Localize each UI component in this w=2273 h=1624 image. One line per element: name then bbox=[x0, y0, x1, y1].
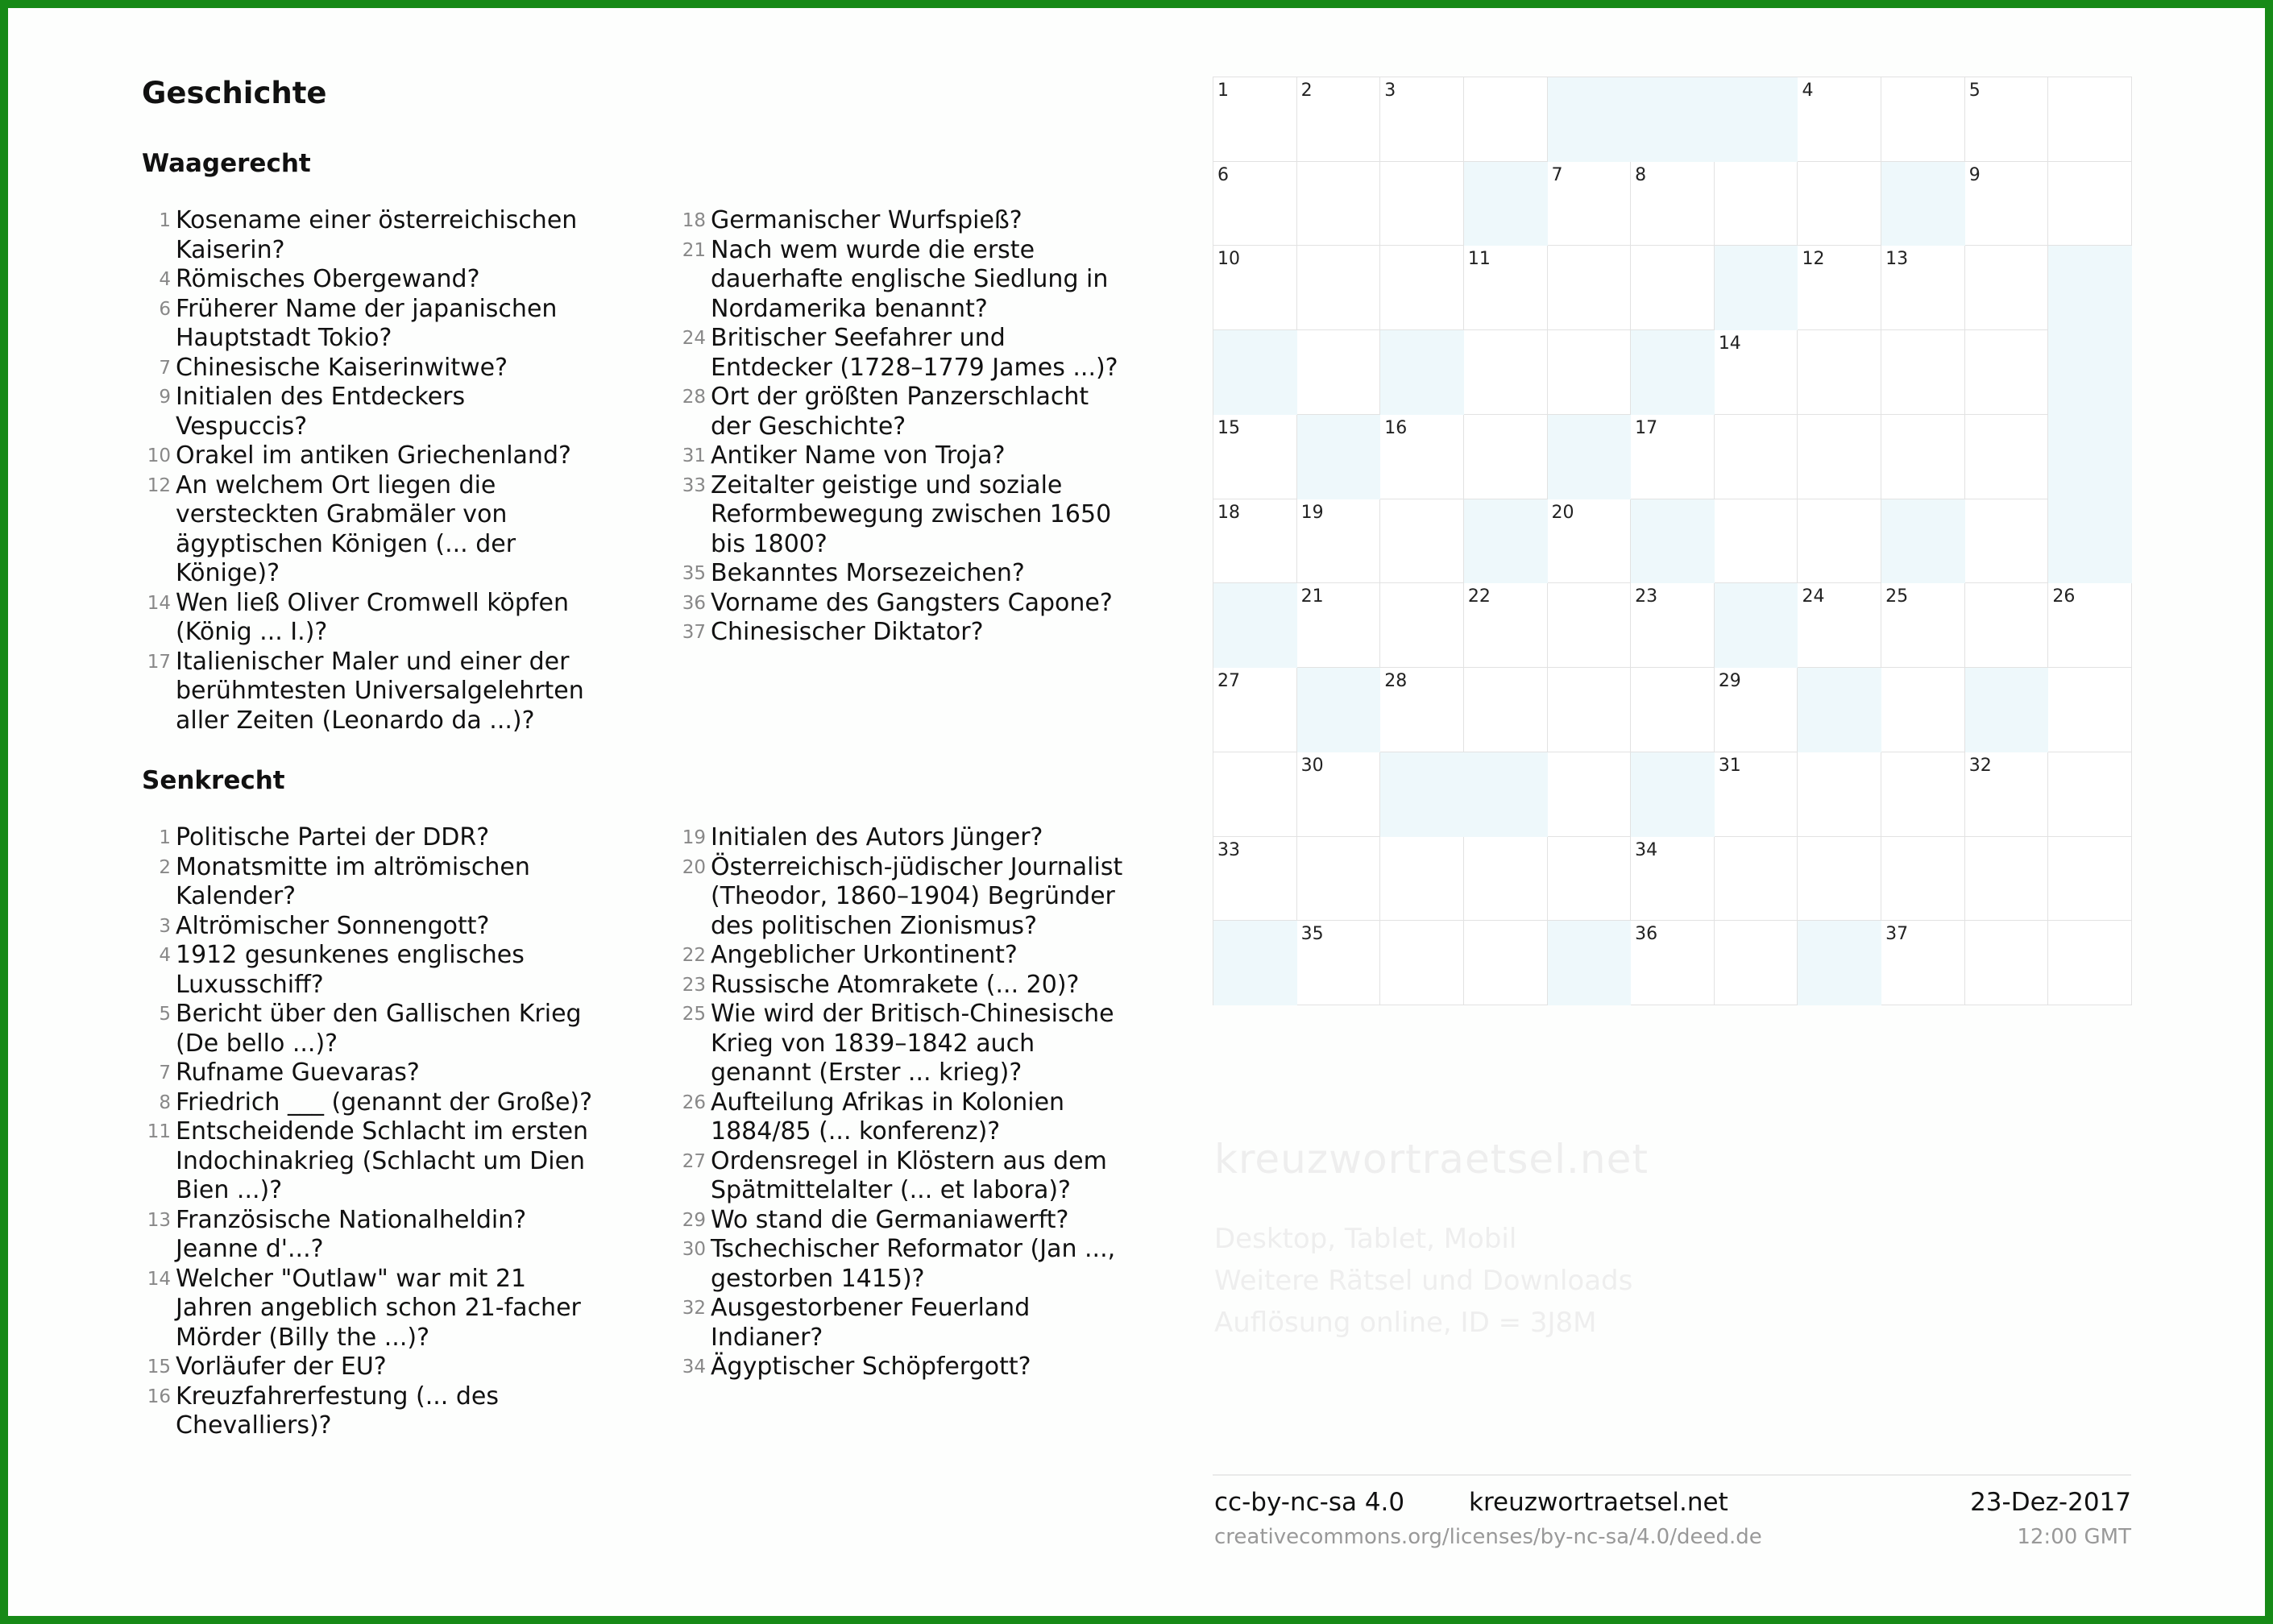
clue-item bbox=[677, 941, 1128, 971]
grid-cell[interactable] bbox=[1464, 837, 1548, 922]
grid-cell[interactable] bbox=[1881, 415, 1965, 499]
clue-number: 37 bbox=[682, 622, 706, 643]
promo-site: kreuzwortraetsel.net bbox=[1214, 1136, 1649, 1183]
across-heading: Waagerecht bbox=[142, 149, 311, 178]
across-clues-left bbox=[142, 206, 593, 735]
grid-cell[interactable] bbox=[1297, 837, 1381, 922]
grid-block-cell bbox=[1631, 77, 1715, 162]
grid-cell[interactable] bbox=[1297, 246, 1381, 330]
clue-item bbox=[677, 1088, 1128, 1147]
grid-cell[interactable] bbox=[1965, 330, 2049, 415]
grid-cell[interactable] bbox=[1715, 837, 1798, 922]
clue-text: Ort der größten Panzerschlacht der Geschichte? bbox=[711, 383, 1089, 441]
cell-number: 17 bbox=[1635, 417, 1658, 438]
grid-cell[interactable] bbox=[2048, 668, 2132, 752]
cell-number: 21 bbox=[1300, 586, 1324, 607]
clue-number: 31 bbox=[682, 445, 706, 466]
clue-item bbox=[677, 1353, 1128, 1382]
cell-number: 4 bbox=[1802, 81, 1814, 101]
cell-number: 15 bbox=[1217, 417, 1240, 438]
grid-cell[interactable] bbox=[1297, 162, 1381, 246]
clue-item bbox=[142, 383, 593, 441]
promo-line-devices: Desktop, Tablet, Mobil bbox=[1214, 1223, 1517, 1255]
grid-cell[interactable] bbox=[1380, 921, 1464, 1005]
clue-item bbox=[142, 354, 593, 383]
clue-number: 4 bbox=[159, 945, 171, 966]
grid-block-cell bbox=[1631, 499, 1715, 584]
clue-number: 28 bbox=[682, 387, 706, 408]
grid-block-cell bbox=[2048, 499, 2132, 584]
clue-item bbox=[142, 648, 593, 736]
grid-cell[interactable] bbox=[1380, 415, 1464, 499]
cell-number: 23 bbox=[1635, 586, 1658, 607]
grid-cell[interactable] bbox=[1213, 499, 1297, 584]
clue-number: 19 bbox=[682, 827, 706, 848]
clue-text: Römisches Obergewand? bbox=[176, 265, 480, 293]
grid-cell[interactable] bbox=[1881, 330, 1965, 415]
grid-cell[interactable] bbox=[1548, 752, 1632, 837]
grid-cell[interactable] bbox=[1548, 246, 1632, 330]
clue-number: 36 bbox=[682, 592, 706, 614]
clue-number: 2 bbox=[159, 856, 171, 878]
footer-time: 12:00 GMT bbox=[2017, 1525, 2131, 1549]
clue-text: Ordensregel in Klöstern aus dem Spätmittelalter (... et labora)? bbox=[711, 1146, 1107, 1204]
cell-number: 20 bbox=[1551, 502, 1574, 523]
clue-item bbox=[142, 1117, 593, 1206]
grid-block-cell bbox=[1464, 499, 1548, 584]
clue-text: Kreuzfahrerfestung (... des Chevalliers)? bbox=[176, 1382, 499, 1440]
grid-cell[interactable] bbox=[1380, 583, 1464, 668]
clue-text: Friedrich ___ (genannt der Große)? bbox=[176, 1088, 593, 1116]
cell-number: 31 bbox=[1718, 755, 1741, 776]
grid-cell[interactable] bbox=[1297, 330, 1381, 415]
grid-block-cell bbox=[1464, 752, 1548, 837]
grid-cell[interactable] bbox=[1798, 752, 1881, 837]
grid-block-cell bbox=[1464, 162, 1548, 246]
grid-cell[interactable] bbox=[1631, 921, 1715, 1005]
grid-cell[interactable] bbox=[1213, 246, 1297, 330]
cell-number: 32 bbox=[1968, 755, 1992, 776]
clue-number: 7 bbox=[159, 357, 171, 379]
clue-item bbox=[142, 295, 593, 354]
cell-number: 9 bbox=[1968, 164, 1981, 185]
grid-block-cell bbox=[1548, 921, 1632, 1005]
clue-item bbox=[142, 471, 593, 589]
grid-cell[interactable] bbox=[1881, 752, 1965, 837]
grid-cell[interactable] bbox=[1631, 162, 1715, 246]
grid-cell[interactable] bbox=[1798, 330, 1881, 415]
grid-cell[interactable] bbox=[2048, 837, 2132, 922]
grid-cell[interactable] bbox=[1881, 246, 1965, 330]
grid-cell[interactable] bbox=[1297, 499, 1381, 584]
grid-cell[interactable] bbox=[1297, 583, 1381, 668]
grid-cell[interactable] bbox=[1548, 668, 1632, 752]
cell-number: 6 bbox=[1217, 164, 1229, 185]
clue-text: Chinesischer Diktator? bbox=[711, 618, 984, 646]
clue-text: Politische Partei der DDR? bbox=[176, 823, 490, 851]
grid-cell[interactable] bbox=[1631, 583, 1715, 668]
clue-number: 35 bbox=[682, 563, 706, 584]
cell-number: 37 bbox=[1885, 924, 1909, 945]
footer-date: 23-Dez-2017 bbox=[1970, 1488, 2131, 1517]
clue-number: 6 bbox=[159, 298, 171, 320]
clue-item bbox=[677, 971, 1128, 1000]
clue-text: Vorname des Gangsters Capone? bbox=[711, 588, 1113, 617]
clue-number: 29 bbox=[682, 1209, 706, 1231]
grid-cell[interactable] bbox=[2048, 583, 2132, 668]
grid-cell[interactable] bbox=[1380, 499, 1464, 584]
cell-number: 35 bbox=[1300, 924, 1324, 945]
grid-block-cell bbox=[1297, 668, 1381, 752]
grid-block-cell bbox=[1213, 583, 1297, 668]
footer-divider bbox=[1213, 1474, 2131, 1476]
puzzle-title: Geschichte bbox=[142, 76, 327, 110]
grid-block-cell bbox=[2048, 330, 2132, 415]
grid-cell[interactable] bbox=[1464, 246, 1548, 330]
clue-number: 1 bbox=[159, 210, 171, 231]
footer-license: cc-by-nc-sa 4.0 bbox=[1214, 1488, 1405, 1517]
cell-number: 11 bbox=[1467, 249, 1491, 270]
clue-text: Germanischer Wurfspieß? bbox=[711, 206, 1022, 234]
clue-item bbox=[677, 589, 1128, 619]
grid-cell[interactable] bbox=[1965, 583, 2049, 668]
grid-cell[interactable] bbox=[2048, 752, 2132, 837]
clue-item bbox=[677, 1206, 1128, 1236]
grid-cell[interactable] bbox=[1798, 837, 1881, 922]
grid-cell[interactable] bbox=[1881, 837, 1965, 922]
grid-cell[interactable] bbox=[1965, 499, 2049, 584]
grid-cell[interactable] bbox=[1715, 415, 1798, 499]
cell-number: 10 bbox=[1217, 249, 1240, 270]
grid-block-cell bbox=[1881, 162, 1965, 246]
clue-number: 8 bbox=[159, 1092, 171, 1113]
grid-cell[interactable] bbox=[1548, 583, 1632, 668]
clue-text: Zeitalter geistige und soziale Reformbewegung zwischen 1650 bis 1800? bbox=[711, 470, 1112, 558]
clue-item bbox=[677, 324, 1128, 383]
clue-text: Aufteilung Afrikas in Kolonien 1884/85 (... konferenz)? bbox=[711, 1088, 1065, 1146]
grid-cell[interactable] bbox=[1965, 921, 2049, 1005]
clue-number: 15 bbox=[147, 1357, 171, 1378]
grid-cell[interactable] bbox=[1881, 921, 1965, 1005]
grid-cell[interactable] bbox=[1380, 668, 1464, 752]
clue-number: 27 bbox=[682, 1150, 706, 1172]
grid-cell[interactable] bbox=[1798, 162, 1881, 246]
grid-cell[interactable] bbox=[1213, 837, 1297, 922]
promo-line-solution: Auflösung online, ID = 3J8M bbox=[1214, 1307, 1597, 1339]
cell-number: 29 bbox=[1718, 671, 1741, 692]
grid-cell[interactable] bbox=[1965, 246, 2049, 330]
cell-number: 1 bbox=[1217, 81, 1229, 101]
grid-cell[interactable] bbox=[2048, 77, 2132, 162]
grid-cell[interactable] bbox=[1798, 415, 1881, 499]
clue-number: 23 bbox=[682, 974, 706, 996]
grid-block-cell bbox=[1548, 415, 1632, 499]
grid-block-cell bbox=[1631, 330, 1715, 415]
clue-text: Angeblicher Urkontinent? bbox=[711, 941, 1018, 969]
cell-number: 25 bbox=[1885, 586, 1909, 607]
grid-cell[interactable] bbox=[1213, 162, 1297, 246]
grid-block-cell bbox=[1213, 921, 1297, 1005]
grid-block-cell bbox=[1548, 77, 1632, 162]
clue-item bbox=[142, 1206, 593, 1265]
footer-site: kreuzwortraetsel.net bbox=[1469, 1488, 1728, 1517]
clue-text: Wo stand die Germaniawerft? bbox=[711, 1205, 1069, 1234]
cell-number: 27 bbox=[1217, 671, 1240, 692]
clue-number: 30 bbox=[682, 1239, 706, 1260]
clue-text: Rufname Guevaras? bbox=[176, 1058, 420, 1087]
cell-number: 14 bbox=[1718, 334, 1741, 354]
clue-number: 13 bbox=[147, 1209, 171, 1231]
clue-text: Initialen des Autors Jünger? bbox=[711, 823, 1043, 851]
clue-number: 11 bbox=[147, 1121, 171, 1142]
grid-block-cell bbox=[1881, 499, 1965, 584]
grid-block-cell bbox=[1297, 415, 1381, 499]
grid-cell[interactable] bbox=[1965, 162, 2049, 246]
crossword-grid bbox=[1213, 77, 2132, 1005]
clue-item bbox=[677, 1147, 1128, 1206]
grid-block-cell bbox=[1715, 583, 1798, 668]
clue-text: Ägyptischer Schöpfergott? bbox=[711, 1353, 1031, 1381]
across-clues-right bbox=[677, 206, 1128, 648]
clue-item bbox=[677, 618, 1128, 648]
clue-text: 1912 gesunkenes englisches Luxusschiff? bbox=[176, 941, 525, 999]
clue-number: 12 bbox=[147, 474, 171, 496]
grid-block-cell bbox=[2048, 415, 2132, 499]
clue-item bbox=[142, 912, 593, 942]
clue-number: 25 bbox=[682, 1004, 706, 1025]
grid-cell[interactable] bbox=[1881, 583, 1965, 668]
clue-item bbox=[142, 1088, 593, 1118]
clue-text: Orakel im antiken Griechenland? bbox=[176, 441, 571, 470]
grid-block-cell bbox=[1213, 330, 1297, 415]
grid-block-cell bbox=[1965, 668, 2049, 752]
clue-number: 21 bbox=[682, 239, 706, 261]
clue-number: 22 bbox=[682, 945, 706, 966]
clue-text: Welcher "Outlaw" war mit 21 Jahren angeblich schon 21-facher Mörder (Billy the ...)? bbox=[176, 1264, 581, 1352]
clue-item bbox=[677, 206, 1128, 236]
clue-item bbox=[142, 265, 593, 295]
clue-item bbox=[677, 823, 1128, 853]
clue-text: Initialen des Entdeckers Vespuccis? bbox=[176, 383, 466, 441]
grid-cell[interactable] bbox=[1715, 668, 1798, 752]
cell-number: 22 bbox=[1467, 586, 1491, 607]
clue-item bbox=[142, 1000, 593, 1058]
cell-number: 5 bbox=[1968, 81, 1981, 101]
grid-block-cell bbox=[1798, 921, 1881, 1005]
cell-number: 28 bbox=[1384, 671, 1408, 692]
grid-cell[interactable] bbox=[1715, 330, 1798, 415]
grid-cell[interactable] bbox=[1798, 583, 1881, 668]
grid-cell[interactable] bbox=[2048, 921, 2132, 1005]
clue-number: 7 bbox=[159, 1063, 171, 1083]
grid-cell[interactable] bbox=[1798, 77, 1881, 162]
grid-cell[interactable] bbox=[1965, 837, 2049, 922]
clue-number: 9 bbox=[159, 387, 171, 408]
grid-cell[interactable] bbox=[1464, 330, 1548, 415]
grid-cell[interactable] bbox=[1715, 162, 1798, 246]
grid-cell[interactable] bbox=[1464, 668, 1548, 752]
clue-text: Österreichisch-jüdischer Journalist (Theodor, 1860–1904) Begründer des politischen Zionismus? bbox=[711, 852, 1123, 940]
grid-cell[interactable] bbox=[1464, 921, 1548, 1005]
clue-text: Altrömischer Sonnengott? bbox=[176, 911, 490, 940]
clue-text: Britischer Seefahrer und Entdecker (1728–1779 James ...)? bbox=[711, 324, 1118, 382]
clue-text: Früherer Name der japanischen Hauptstadt Tokio? bbox=[176, 294, 558, 352]
grid-cell[interactable] bbox=[1548, 837, 1632, 922]
cell-number: 36 bbox=[1635, 924, 1658, 945]
clue-item bbox=[677, 383, 1128, 441]
grid-cell[interactable] bbox=[1631, 837, 1715, 922]
clue-number: 14 bbox=[147, 592, 171, 614]
clue-item bbox=[677, 1294, 1128, 1353]
clue-number: 10 bbox=[147, 445, 171, 466]
grid-cell[interactable] bbox=[1548, 330, 1632, 415]
clue-text: Monatsmitte im altrömischen Kalender? bbox=[176, 852, 530, 910]
grid-cell[interactable] bbox=[1798, 499, 1881, 584]
clue-item bbox=[142, 853, 593, 912]
grid-cell[interactable] bbox=[1798, 246, 1881, 330]
clue-number: 24 bbox=[682, 328, 706, 349]
grid-cell[interactable] bbox=[1631, 668, 1715, 752]
footer-license-url: creativecommons.org/licenses/by-nc-sa/4.0/deed.de bbox=[1214, 1525, 1762, 1549]
clue-text: Wen ließ Oliver Cromwell köpfen (König ... I.)? bbox=[176, 588, 569, 646]
grid-block-cell bbox=[1380, 330, 1464, 415]
grid-cell[interactable] bbox=[1297, 921, 1381, 1005]
clue-number: 26 bbox=[682, 1092, 706, 1113]
grid-cell[interactable] bbox=[1715, 921, 1798, 1005]
grid-cell[interactable] bbox=[1881, 77, 1965, 162]
clue-number: 14 bbox=[147, 1268, 171, 1290]
clue-number: 16 bbox=[147, 1386, 171, 1407]
clue-text: Wie wird der Britisch-Chinesische Krieg von 1839–1842 auch genannt (Erster ... krieg)? bbox=[711, 1000, 1114, 1087]
cell-number: 19 bbox=[1300, 502, 1324, 523]
clue-item bbox=[142, 941, 593, 1000]
grid-cell[interactable] bbox=[1297, 752, 1381, 837]
clue-number: 4 bbox=[159, 269, 171, 290]
clue-number: 34 bbox=[682, 1357, 706, 1378]
down-heading: Senkrecht bbox=[142, 766, 285, 795]
clue-text: Ausgestorbener Feuerland Indianer? bbox=[711, 1294, 1031, 1352]
clue-text: Entscheidende Schlacht im ersten Indochinakrieg (Schlacht um Dien Bien ...)? bbox=[176, 1117, 589, 1204]
grid-cell[interactable] bbox=[1548, 499, 1632, 584]
clue-item bbox=[677, 559, 1128, 589]
cell-number: 30 bbox=[1300, 755, 1324, 776]
grid-cell[interactable] bbox=[1297, 77, 1381, 162]
cell-number: 7 bbox=[1551, 164, 1563, 185]
clue-item bbox=[677, 1235, 1128, 1294]
grid-cell[interactable] bbox=[1464, 415, 1548, 499]
cell-number: 33 bbox=[1217, 839, 1240, 860]
clue-text: Italienischer Maler und einer der berühmtesten Universalgelehrten aller Zeiten (Leonardo da ...)? bbox=[176, 647, 584, 735]
clue-item bbox=[677, 236, 1128, 325]
cell-number: 3 bbox=[1384, 81, 1396, 101]
clue-number: 1 bbox=[159, 827, 171, 848]
grid-cell[interactable] bbox=[1380, 77, 1464, 162]
cell-number: 16 bbox=[1384, 417, 1408, 438]
grid-cell[interactable] bbox=[1213, 668, 1297, 752]
grid-cell[interactable] bbox=[1464, 77, 1548, 162]
clue-item bbox=[142, 1265, 593, 1353]
clue-number: 3 bbox=[159, 915, 171, 937]
clue-item bbox=[142, 441, 593, 471]
grid-cell[interactable] bbox=[1965, 77, 2049, 162]
grid-cell[interactable] bbox=[1965, 415, 2049, 499]
cell-number: 12 bbox=[1802, 249, 1825, 270]
cell-number: 18 bbox=[1217, 502, 1240, 523]
clue-text: Kosename einer österreichischen Kaiserin? bbox=[176, 206, 578, 264]
down-clues-left bbox=[142, 823, 593, 1441]
clue-text: Bericht über den Gallischen Krieg (De bello ...)? bbox=[176, 1000, 582, 1058]
grid-cell[interactable] bbox=[1213, 415, 1297, 499]
grid-block-cell bbox=[1715, 77, 1798, 162]
clue-text: Französische Nationalheldin? Jeanne d'...? bbox=[176, 1205, 527, 1263]
clue-number: 17 bbox=[147, 651, 171, 673]
grid-block-cell bbox=[1798, 668, 1881, 752]
clue-item bbox=[142, 1382, 593, 1441]
grid-cell[interactable] bbox=[1631, 246, 1715, 330]
grid-cell[interactable] bbox=[1380, 162, 1464, 246]
grid-cell[interactable] bbox=[2048, 162, 2132, 246]
cell-number: 13 bbox=[1885, 249, 1909, 270]
clue-text: Nach wem wurde die erste dauerhafte englische Siedlung in Nordamerika benannt? bbox=[711, 235, 1109, 323]
grid-cell[interactable] bbox=[1965, 752, 2049, 837]
cell-number: 34 bbox=[1635, 839, 1658, 860]
clue-number: 33 bbox=[682, 474, 706, 496]
grid-cell[interactable] bbox=[1631, 415, 1715, 499]
clue-item bbox=[677, 471, 1128, 560]
clue-item bbox=[142, 1058, 593, 1088]
clue-text: Chinesische Kaiserinwitwe? bbox=[176, 353, 508, 382]
grid-cell[interactable] bbox=[1464, 583, 1548, 668]
grid-cell[interactable] bbox=[1380, 837, 1464, 922]
clue-item bbox=[142, 1353, 593, 1382]
grid-cell[interactable] bbox=[1213, 752, 1297, 837]
grid-cell[interactable] bbox=[1380, 246, 1464, 330]
down-clues-right bbox=[677, 823, 1128, 1382]
clue-text: An welchem Ort liegen die versteckten Grabmäler von ägyptischen Königen (... der Könige)? bbox=[176, 470, 516, 587]
clue-text: Vorläufer der EU? bbox=[176, 1353, 387, 1381]
clue-number: 5 bbox=[159, 1004, 171, 1025]
clue-item bbox=[677, 853, 1128, 942]
clue-text: Russische Atomrakete (... 20)? bbox=[711, 970, 1080, 999]
clue-text: Antiker Name von Troja? bbox=[711, 441, 1006, 470]
clue-number: 32 bbox=[682, 1298, 706, 1319]
grid-block-cell bbox=[1380, 752, 1464, 837]
clue-number: 20 bbox=[682, 856, 706, 878]
grid-cell[interactable] bbox=[1715, 499, 1798, 584]
cell-number: 24 bbox=[1802, 586, 1825, 607]
grid-cell[interactable] bbox=[1715, 752, 1798, 837]
clue-item bbox=[142, 589, 593, 648]
grid-block-cell bbox=[1631, 752, 1715, 837]
clue-number: 18 bbox=[682, 210, 706, 231]
grid-block-cell bbox=[2048, 246, 2132, 330]
clue-item bbox=[142, 206, 593, 265]
promo-line-downloads: Weitere Rätsel und Downloads bbox=[1214, 1265, 1633, 1297]
grid-block-cell bbox=[1715, 246, 1798, 330]
clue-text: Bekanntes Morsezeichen? bbox=[711, 559, 1025, 587]
clue-item bbox=[677, 1000, 1128, 1088]
cell-number: 8 bbox=[1635, 164, 1647, 185]
grid-cell[interactable] bbox=[1213, 77, 1297, 162]
clue-item bbox=[677, 441, 1128, 471]
grid-cell[interactable] bbox=[1548, 162, 1632, 246]
grid-cell[interactable] bbox=[1881, 668, 1965, 752]
clue-text: Tschechischer Reformator (Jan ..., gestorben 1415)? bbox=[711, 1235, 1116, 1293]
cell-number: 26 bbox=[2052, 586, 2076, 607]
cell-number: 2 bbox=[1300, 81, 1313, 101]
clue-item bbox=[142, 823, 593, 853]
